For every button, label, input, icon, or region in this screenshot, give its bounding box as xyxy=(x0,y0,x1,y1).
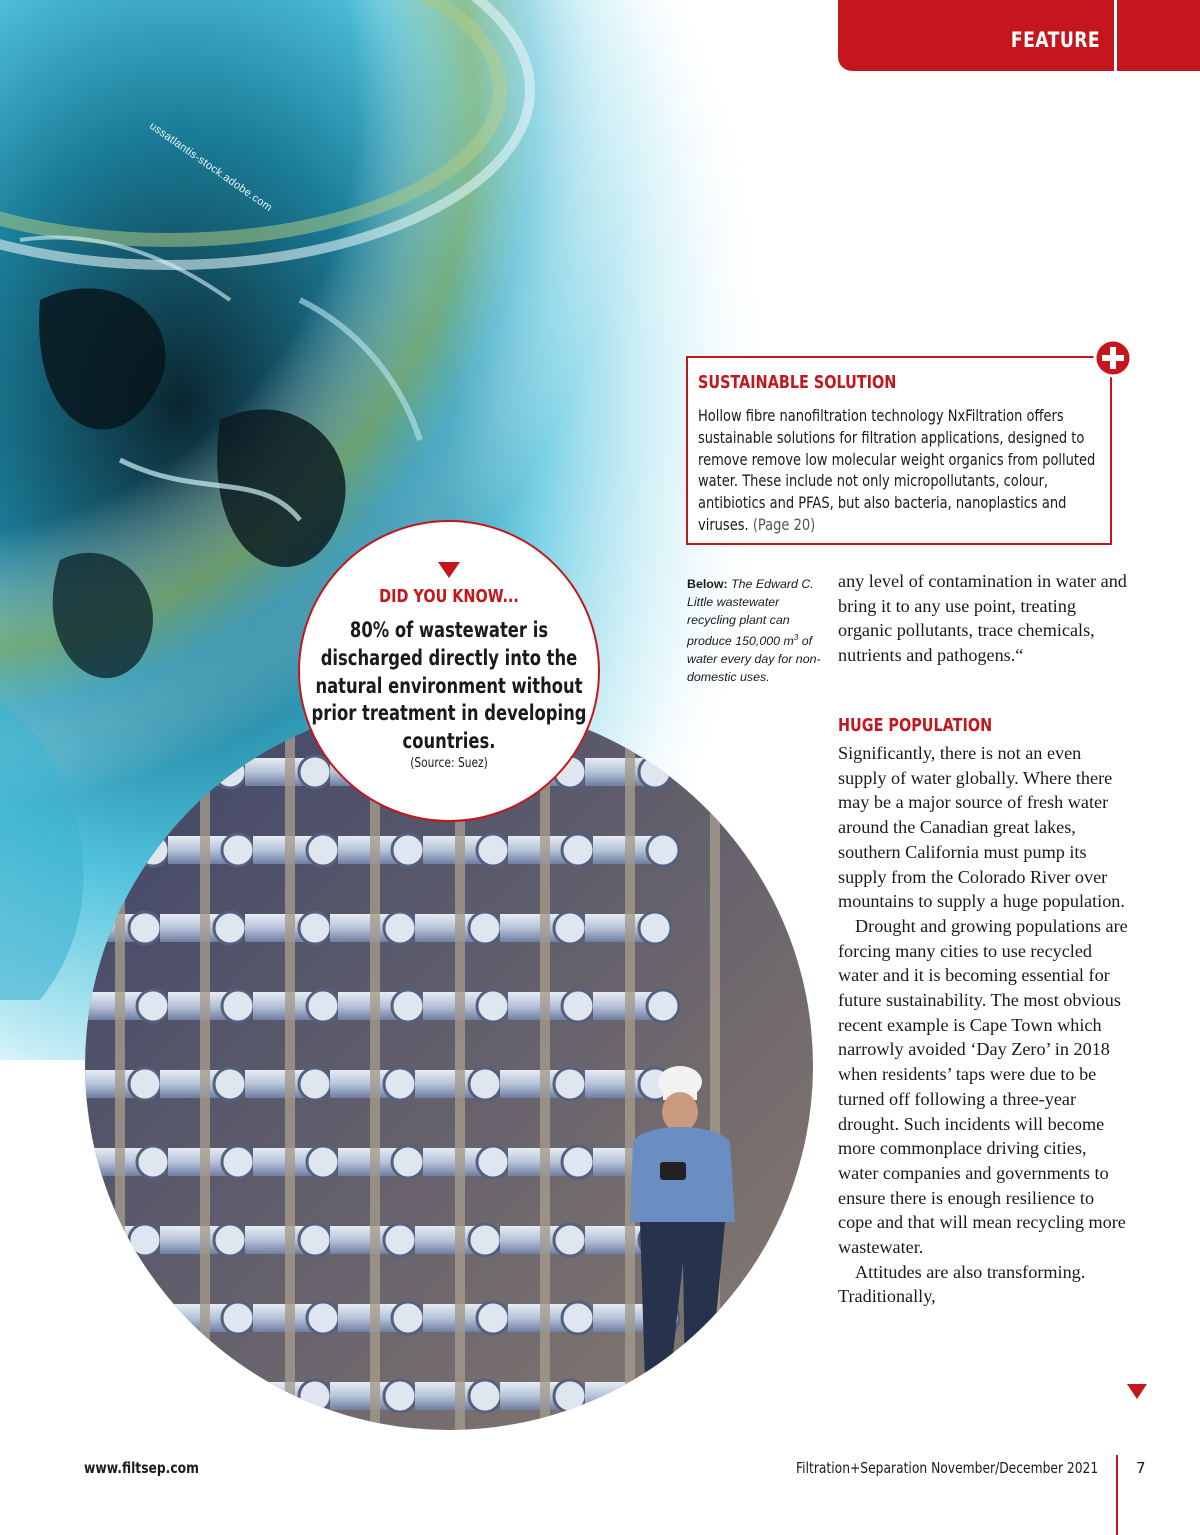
tube-end-cap xyxy=(299,1380,331,1412)
tube-end-cap xyxy=(307,990,339,1022)
caption-superscript: 3 xyxy=(793,633,799,643)
tube-end-cap xyxy=(384,1380,416,1412)
article-paragraph: Attitudes are also transforming. Traditionally, xyxy=(838,1261,1086,1307)
tube-end-cap xyxy=(129,1224,161,1256)
membrane-tube xyxy=(85,1382,145,1410)
tube-end-cap xyxy=(554,1068,586,1100)
tube-end-cap xyxy=(562,834,594,866)
article-paragraph: any level of contamination in water and bring it to any use point, treating organic pollutants, trace chemicals, nutrients and pathogens.“ xyxy=(838,571,1127,666)
support-frame xyxy=(200,702,210,1444)
tube-end-cap xyxy=(639,1380,671,1412)
did-you-know-source: (Source: Suez) xyxy=(410,756,488,771)
tube-end-cap xyxy=(647,834,679,866)
did-you-know-fact: 80% of wastewater is discharged directly into the natural environment without prior treatment in developing countries. xyxy=(311,618,587,754)
footer-divider xyxy=(1116,1455,1118,1535)
tube-end-cap xyxy=(647,990,679,1022)
tube-end-cap xyxy=(129,912,161,944)
section-label: FEATURE xyxy=(1010,28,1101,52)
tube-end-cap xyxy=(477,1302,509,1334)
tube-end-cap xyxy=(392,990,424,1022)
tube-end-cap xyxy=(307,1146,339,1178)
continue-arrow-icon xyxy=(1127,1384,1147,1399)
tube-end-cap xyxy=(639,756,671,788)
sidebar-page-ref: (Page 20) xyxy=(752,514,816,534)
tube-end-cap xyxy=(137,1302,169,1334)
sidebar-title: SUSTAINABLE SOLUTION xyxy=(698,372,897,393)
arrow-down-icon xyxy=(438,562,460,578)
tube-end-cap xyxy=(469,1380,501,1412)
tube-end-cap xyxy=(222,834,254,866)
tube-end-cap xyxy=(384,912,416,944)
support-frame xyxy=(540,702,550,1444)
tube-end-cap xyxy=(214,756,246,788)
tube-end-cap xyxy=(477,990,509,1022)
tube-end-cap xyxy=(137,1146,169,1178)
tube-end-cap xyxy=(299,1224,331,1256)
tube-end-cap xyxy=(384,1068,416,1100)
page-number: 7 xyxy=(1136,1459,1146,1477)
tube-end-cap xyxy=(137,990,169,1022)
membrane-tube xyxy=(85,1304,153,1332)
section-tab xyxy=(838,0,1200,71)
support-frame xyxy=(710,702,720,1444)
tube-end-cap xyxy=(554,912,586,944)
caption-text: The Edward C. Little wastewater recycling plant can produce 150,000 m xyxy=(687,577,814,649)
support-frame xyxy=(370,702,380,1444)
footer-publication: Filtration+Separation November/December 2021 xyxy=(796,1459,1099,1477)
tube-end-cap xyxy=(469,1224,501,1256)
tube-end-cap xyxy=(137,834,169,866)
image-credit: ussatlantis-stock.adobe.com xyxy=(147,120,275,215)
tube-end-cap xyxy=(222,1302,254,1334)
article-paragraph: Drought and growing populations are forcing many cities to use recycled water and it is becoming essential for future sustainability. The most obvious recent example is Cape Town which narrowly avoided ‘Day Zero’ in 2018 when residents’ taps were due to be turned off following a three-year drought. Such incidents will become more commonplace driving cities, water companies and governments to ensure there is enough resilience to cope and that will mean recycling more wastewater. xyxy=(838,915,1128,1258)
sidebar-body-text: Hollow fibre nanofiltration technology NxFiltration offers sustainable solutions for filtration applications, designed to remove remove low molecular weight organics from polluted water. These include not only micropollutants, colour, antibiotics and PFAS, but also bacteria, nanoplastics and viruses. xyxy=(698,406,1096,534)
photo-caption xyxy=(687,576,827,687)
tube-end-cap xyxy=(392,1302,424,1334)
support-frame xyxy=(115,702,125,1444)
caption-text-end: of water every day for non-domestic uses. xyxy=(687,634,821,685)
tube-end-cap xyxy=(469,1068,501,1100)
tube-end-cap xyxy=(307,834,339,866)
article-body xyxy=(838,741,1128,1309)
tube-end-cap xyxy=(554,1380,586,1412)
tube-end-cap xyxy=(129,1380,161,1412)
tube-end-cap xyxy=(469,912,501,944)
support-frame xyxy=(285,702,295,1444)
tube-end-cap xyxy=(222,990,254,1022)
article-paragraph: Significantly, there is not an even supply of water globally. Where there may be a major source of fresh water around the Canadian great lakes, southern California must pump its supply from the Colorado River over mountains to supply a huge population. xyxy=(838,743,1125,912)
membrane-tube xyxy=(85,758,145,786)
tube-end-cap xyxy=(392,834,424,866)
membrane-tube xyxy=(85,836,153,864)
support-frame xyxy=(625,702,635,1444)
tube-end-cap xyxy=(384,1224,416,1256)
tube-end-cap xyxy=(129,756,161,788)
tube-end-cap xyxy=(299,1068,331,1100)
tube-end-cap xyxy=(214,912,246,944)
tube-end-cap xyxy=(554,1224,586,1256)
tube-end-cap xyxy=(562,1146,594,1178)
tube-end-cap xyxy=(214,1068,246,1100)
tube-end-cap xyxy=(307,1302,339,1334)
membrane-tube xyxy=(585,1382,655,1410)
tube-end-cap xyxy=(129,1068,161,1100)
tube-end-cap xyxy=(392,1146,424,1178)
tube-end-cap xyxy=(477,834,509,866)
caption-lead: Below: xyxy=(687,577,728,591)
sidebar-body xyxy=(698,405,1102,536)
membrane-tube xyxy=(160,1382,230,1410)
tube-end-cap xyxy=(562,1302,594,1334)
plus-icon xyxy=(1093,338,1133,378)
tube-end-cap xyxy=(222,1146,254,1178)
article-subhead: HUGE POPULATION xyxy=(838,715,993,736)
tube-end-cap xyxy=(477,1146,509,1178)
tube-end-cap xyxy=(214,1380,246,1412)
tube-end-cap xyxy=(562,990,594,1022)
tube-end-cap xyxy=(639,912,671,944)
tube-end-cap xyxy=(214,1224,246,1256)
did-you-know-title: DID YOU KNOW... xyxy=(379,586,519,607)
footer-url[interactable]: www.filtsep.com xyxy=(84,1459,199,1477)
membrane-tube xyxy=(160,758,230,786)
tube-end-cap xyxy=(299,912,331,944)
tab-divider xyxy=(1114,0,1117,71)
